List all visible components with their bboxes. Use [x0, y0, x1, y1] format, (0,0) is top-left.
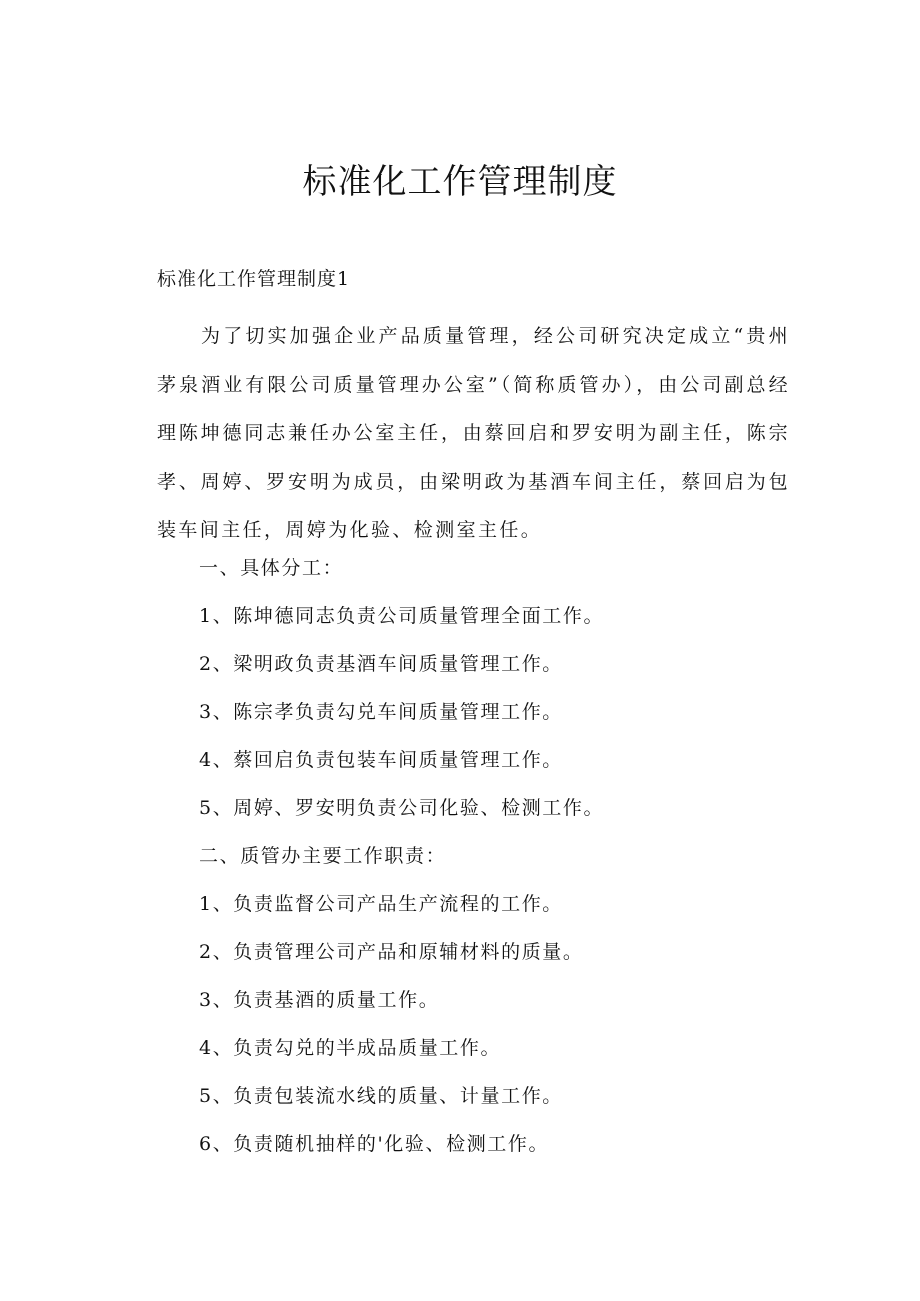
- list-item: 1、陈坤德同志负责公司质量管理全面工作。: [199, 605, 605, 627]
- list-item: 3、陈宗孝负责勾兑车间质量管理工作。: [199, 701, 563, 723]
- list-item: 5、周婷、罗安明负责公司化验、检测工作。: [199, 797, 605, 819]
- list-item: 1、负责监督公司产品生产流程的工作。: [199, 893, 563, 915]
- list-item: 4、负责勾兑的半成品质量工作。: [199, 1037, 502, 1059]
- section-heading-division-of-work: 一、具体分工：: [199, 557, 344, 579]
- list-item: 2、梁明政负责基酒车间质量管理工作。: [199, 653, 563, 675]
- document-title: 标准化工作管理制度: [302, 162, 618, 202]
- list-item: 3、负责基酒的质量工作。: [199, 989, 440, 1011]
- list-item: 5、负责包装流水线的质量、计量工作。: [199, 1085, 563, 1107]
- document-subtitle: 标准化工作管理制度1: [157, 268, 351, 290]
- list-item: 4、蔡回启负责包装车间质量管理工作。: [199, 749, 563, 771]
- list-item: 2、负责管理公司产品和原辅材料的质量。: [199, 941, 584, 963]
- section-heading-responsibilities: 二、质管办主要工作职责：: [199, 845, 447, 867]
- list-item: 6、负责随机抽样的'化验、检测工作。: [199, 1133, 550, 1155]
- intro-paragraph: 为了切实加强企业产品质量管理，经公司研究决定成立“贵州茅泉酒业有限公司质量管理办公室”（简称质管办），由公司副总经理陈坤德同志兼任办公室主任，由蔡回启和罗安明为副主任，陈宗孝、周婷、罗安明为成员，由梁明政为基酒车间主任，蔡回启为包装车间主任，周婷为化验、检测室主任。: [157, 325, 790, 541]
